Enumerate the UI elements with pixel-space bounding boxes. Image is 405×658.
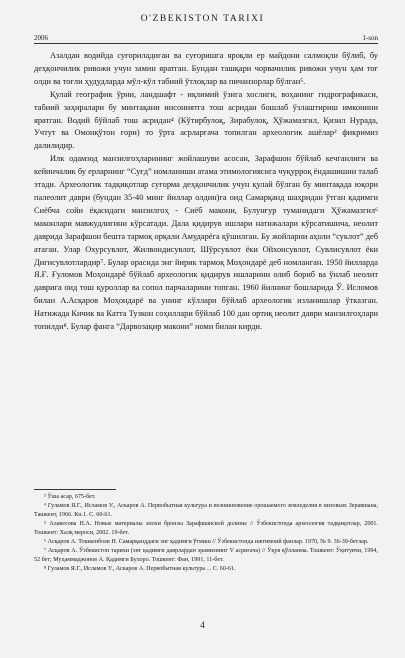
header-rule [34,43,378,44]
footnotes [34,493,378,574]
article-body [34,50,378,334]
footnote-6: ⁶ Асқаров А. Тошкенбоев Н. Самарқанддаги энг қадимги ўтмиш // Ўзбекистонда ижтимоий фанлар. 1970, № 9. 36-39-бетлар. [44,538,369,545]
journal-title: O'ZBEKISTON TARIXI [140,14,265,24]
page-number: 4 [200,620,205,630]
paragraph-3: Илк одамзод манзилгоҳларининг жойлашуви асосан, Зарафшон бўйлаб кечганлиги ва кейинчалик бу ерларнинг “Суғд” номланиши атама этимологиясига чуқурроқ ёндашишни талаб этади. Археологик тадқиқотлар суғорма деҳқончилик учун қулай бўлган бу минтақада юқори палеолит даври (бундан 35-40 минг йиллар олдин)га оид Самарқанд шаҳридан ўтган қадимги Сиёбча сойи ёқасидаги манзилгоҳ - Сиёб макони, Булунғур туманидаги Ҳўжамазгил⁶ маконлари мавжудлигини кўрсатади. Дала қидирув ишлари натижалари кўрсатишича, неолит даврида Зарафшон бешта тармоқ орқали Амударёга қўшилган. Бу жойларни аҳоли “суклот” деб атаган. Улар Охурсувлот, Жилвондисувлот, Шўрсувлот ёки Ойхонсувлот, Сувлисувлот ёки Дигисувлотлардир⁷. Булар орасида энг йирик тармоқ Моҳондарё деб номланган. 1950 йилларда Я.Ғ. Ғуломов Моҳондарё бўйлаб археологик қидирув ишларини олиб бориб ва ўнлаб неолит даврига оид тош қуроллар ва сопол парчаларини топган. 1960 йилнинг бошларида Ў. Исломов билан А.Асқаров Моҳондарё ва унинг кўллари бўйлаб археологик изланишлар ўтказган. Натижада Кичик ва Катта Тузкон соҳиллари бўйлаб 100 дан ортиқ неолит даври манзилгоҳлари топилди⁸. Булар фанга “Дарвозақир макони” номи билан кирди. [34,154,378,332]
paragraph-1: Азалдан водийда суғориладиган ва суғоришга яроқли ер майдони салмоқли бўлиб, бу деҳқончилик ривожи учун замин яратган. Бундан ташқари чорвачилик ривожи учун ҳам тоғ олди ва тоғли ҳудудларда мўл-кўл табиий ўтлоқлар ва пичанзорлар бўлган⁵. [34,51,378,86]
issue-meta [34,34,378,42]
footnote-7: ⁷ Асқаров А. Ўзбекистон тарихи (энг қадимги даврлардан эрамизнинг V асригача) // Ўқув қўлланма. Тошкент: Ўқитувчи, 1994, 52 бет; Муҳаммаджонов А. Қадимги Бухоро. Тошкент: Фан, 1991, 11-бет. [34,547,378,563]
issue-label: 1-son [362,34,378,42]
year-label: 2006 [34,34,48,42]
paragraph-2: Қулай географик ўрни, ландшафт - иқлимий ўзига хослиги, воҳанинг гидрографикаси, табиий заҳиралари бу минтақани инсониятга тош асридан бошлаб ўзлаштириш имконини яратган. Водий бўйлаб тош асридан⁴ (Кўтирбулоқ, Зирабулоқ, Ҳўжамазгил, Қизил Нурада, Учтут ва Омонқўтон ғори) то ўрта асрларгача топилган археологик ашёлар² фикримиз далилидир. [34,89,378,151]
footnote-8: ⁸ Гуламов Я.Г., Исламов У., Аскаров А. Первобытная культура ... С. 60-61. [44,565,236,572]
footnote-rule [34,489,116,490]
footnote-3: ³ Ўша асар, 675-бет. [44,494,96,500]
footnote-4: ⁴ Гуламов Я.Г., Исламов У., Аскаров А. Первобытная культура и возникновение орошаемого земледелия в низовьях Зеравшана, Ташкент, 1966. Кн.1. С. 60-61. [34,503,378,518]
footnote-5: ⁵ Алавесова Н.А. Новые материалы эпохи бронзы Зарафшанской долины // Ўзбекистонда археология тадқиқотлар, 2001. Тошкент: Халқ мероси, 2002. 19-бет. [34,520,378,536]
